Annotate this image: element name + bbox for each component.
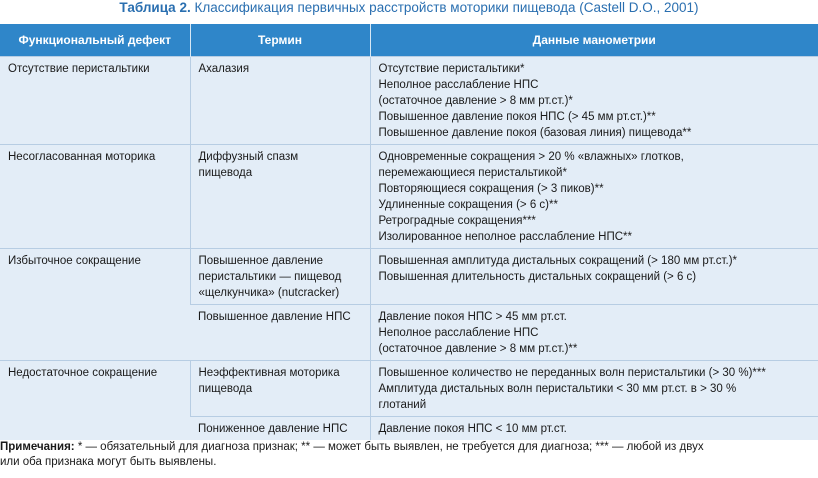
defect-cell: Несогласованная моторика	[0, 145, 190, 249]
manometry-cell	[370, 145, 818, 249]
manometry-cell	[370, 57, 818, 145]
term-line: «щелкунчика» (nutcracker)	[198, 287, 340, 299]
manometry-line: Ретроградные сокращения***	[378, 215, 536, 227]
manometry-line: Давление покоя НПС > 45 мм рт.ст.	[378, 311, 567, 323]
manometry-line: Давление покоя НПС < 10 мм рт.ст.	[378, 423, 567, 435]
term-cell	[190, 249, 370, 305]
manometry-line: Повторяющиеся сокращения (> 3 пиков)**	[378, 183, 604, 195]
table-row	[0, 249, 818, 305]
manometry-line: Изолированное неполное расслабление НПС**	[378, 231, 632, 243]
table-row	[0, 361, 818, 417]
defect-cell: Недостаточное сокращение	[0, 361, 190, 441]
term-line: Повышенное давление	[198, 255, 324, 267]
header-term: Термин	[190, 24, 370, 57]
manometry-line: перемежающиеся перистальтикой*	[378, 167, 567, 179]
table-row	[0, 57, 818, 145]
term-cell	[190, 305, 370, 361]
footnote-label: Примечания:	[0, 441, 75, 453]
term-line: Повышенное давление НПС	[198, 311, 351, 323]
manometry-cell	[370, 305, 818, 361]
manometry-cell	[370, 249, 818, 305]
footnote-line2: или оба признака могут быть выявлены.	[0, 456, 217, 468]
manometry-line: Неполное расслабление НПС	[378, 79, 539, 91]
header-manometry: Данные манометрии	[370, 24, 818, 57]
term-line: пищевода	[198, 383, 253, 395]
classification-table	[0, 24, 818, 440]
footnote	[0, 440, 818, 470]
term-line: Неэффективная моторика	[198, 367, 340, 379]
term-cell	[190, 417, 370, 441]
manometry-line: Повышенная амплитуда дистальных сокращений (> 180 мм рт.ст.)*	[378, 255, 738, 267]
manometry-cell	[370, 361, 818, 417]
term-cell	[190, 361, 370, 417]
header-defect: Функциональный дефект	[0, 24, 190, 57]
table-row	[0, 145, 818, 249]
manometry-line: Повышенная длительность дистальных сокращений (> 6 с)	[378, 271, 697, 283]
manometry-line: (остаточное давление > 8 мм рт.ст.)*	[378, 95, 573, 107]
manometry-line: Удлиненные сокращения (> 6 с)**	[378, 199, 558, 211]
manometry-cell	[370, 417, 818, 441]
term-line: Диффузный спазм	[198, 151, 299, 163]
defect-cell: Избыточное сокращение	[0, 249, 190, 361]
manometry-line: Амплитуда дистальных волн перистальтики < 30 мм рт.ст. в > 30 %	[378, 383, 737, 395]
defect-cell: Отсутствие перистальтики	[0, 57, 190, 145]
term-line: Пониженное давление НПС	[198, 423, 348, 435]
manometry-line: (остаточное давление > 8 мм рт.ст.)**	[378, 343, 578, 355]
term-cell	[190, 57, 370, 145]
term-line: Ахалазия	[198, 63, 250, 75]
manometry-line: Отсутствие перистальтики*	[378, 63, 525, 75]
term-line: перистальтики — пищевод	[198, 271, 342, 283]
manometry-line: Одновременные сокращения > 20 % «влажных» глотков,	[378, 151, 684, 163]
header-row	[0, 24, 818, 57]
caption-label: Таблица 2.	[119, 0, 191, 15]
table-caption	[0, 0, 818, 24]
manometry-line: глотаний	[378, 399, 427, 411]
term-line: пищевода	[198, 167, 253, 179]
manometry-line: Повышенное количество не переданных волн перистальтики (> 30 %)***	[378, 367, 766, 379]
manometry-line: Неполное расслабление НПС	[378, 327, 539, 339]
manometry-line: Повышенное давление покоя (базовая линия) пищевода**	[378, 127, 692, 139]
manometry-line: Повышенное давление покоя НПС (> 45 мм рт.ст.)**	[378, 111, 656, 123]
term-cell	[190, 145, 370, 249]
footnote-line1: * — обязательный для диагноза признак; ** — может быть выявлен, не требуется для диагноза; *** — любой из двух	[77, 441, 704, 453]
caption-text: Классификация первичных расстройств моторики пищевода (Castell D.O., 2001)	[194, 0, 699, 15]
